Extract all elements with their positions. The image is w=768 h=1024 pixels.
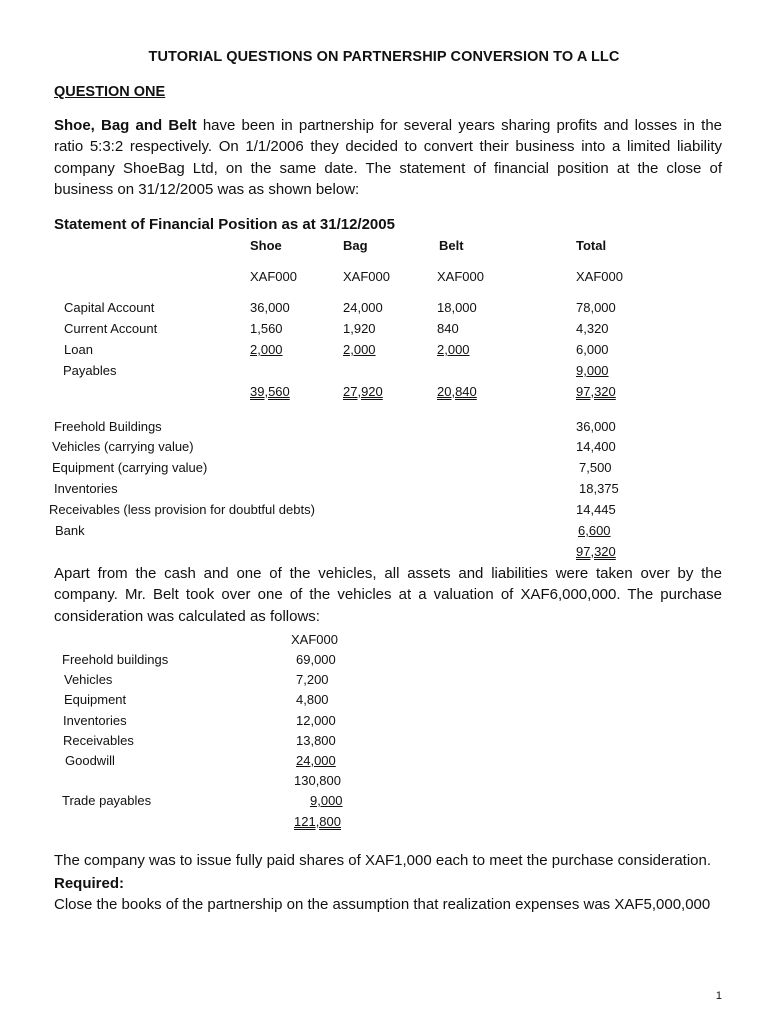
pc-value: 12,000 — [296, 713, 336, 728]
cell-shoe: 36,000 — [250, 300, 290, 315]
header-bag: Bag — [343, 238, 368, 253]
pc-label: Vehicles — [64, 672, 113, 687]
intro-text: have been in partnership for several years sharing profits and losses in the ratio 5:3:2 respectively. On 1/1/2006 they decided to convert their business into a limited liability company ShoeBag Ltd, on the same date. The statement of financial position at the close of business on 31/12/2005 was as shown below: — [54, 117, 723, 198]
currency-bag: XAF000 — [343, 269, 390, 284]
pc-total: 121,800 — [294, 814, 341, 829]
total-bag: 27,920 — [343, 384, 383, 399]
currency-shoe: XAF000 — [250, 269, 297, 284]
row-label: Current Account — [64, 321, 158, 336]
cell-shoe: 1,560 — [250, 321, 283, 336]
header-shoe: Shoe — [250, 238, 282, 253]
page-number: 1 — [715, 990, 722, 1002]
shares-paragraph: The company was to issue fully paid shares of XAF1,000 each to meet the purchase consideration. — [54, 852, 712, 869]
pc-label: Inventories — [63, 713, 127, 728]
pc-value: 4,800 — [296, 692, 329, 707]
asset-value: 14,445 — [576, 502, 616, 517]
header-total: Total — [576, 238, 607, 253]
cell-shoe: 2,000 — [250, 342, 283, 357]
question-heading: QUESTION ONE — [54, 84, 166, 100]
pc-value: 13,800 — [296, 733, 336, 748]
pc-value: 24,000 — [296, 753, 336, 768]
row-label: Payables — [63, 363, 117, 378]
required-label: Required: — [54, 875, 125, 892]
cell-bag: 1,920 — [343, 321, 376, 336]
row-label: Loan — [64, 342, 93, 357]
assets-total: 97,320 — [576, 544, 616, 559]
takeover-paragraph: Apart from the cash and one of the vehicles, all assets and liabilities were taken over by the company. Mr. Belt took over one of the vehicles at a valuation of XAF6,000,000. The purchase consideration was calculated as follows: — [54, 565, 722, 625]
pc-currency: XAF000 — [291, 632, 338, 647]
header-belt: Belt — [439, 238, 464, 253]
cell-total: 9,000 — [576, 363, 609, 378]
sfp-title: Statement of Financial Position as at 31/12/2005 — [54, 216, 395, 233]
asset-label: Receivables (less provision for doubtful debts) — [49, 502, 315, 517]
asset-value: 36,000 — [576, 419, 616, 434]
pc-label: Freehold buildings — [62, 652, 169, 667]
pc-label: Equipment — [64, 692, 127, 707]
required-text: Close the books of the partnership on the assumption that realization expenses was XAF5,000,000 — [54, 896, 711, 913]
row-label: Capital Account — [64, 300, 155, 315]
asset-value: 14,400 — [576, 439, 616, 454]
cell-bag: 2,000 — [343, 342, 376, 357]
intro-paragraph — [54, 115, 722, 200]
asset-label: Inventories — [54, 481, 118, 496]
cell-total: 6,000 — [576, 342, 609, 357]
partner-names: Shoe, Bag and Belt — [54, 117, 197, 134]
pc-label: Receivables — [63, 733, 134, 748]
asset-value: 18,375 — [579, 481, 619, 496]
asset-label: Freehold Buildings — [54, 419, 162, 434]
pc-payables-label: Trade payables — [62, 793, 152, 808]
total-belt: 20,840 — [437, 384, 477, 399]
cell-belt: 18,000 — [437, 300, 477, 315]
cell-total: 4,320 — [576, 321, 609, 336]
currency-total: XAF000 — [576, 269, 623, 284]
cell-belt: 2,000 — [437, 342, 470, 357]
total-total: 97,320 — [576, 384, 616, 399]
asset-value: 7,500 — [579, 460, 612, 475]
cell-total: 78,000 — [576, 300, 616, 315]
cell-bag: 24,000 — [343, 300, 383, 315]
pc-label: Goodwill — [65, 753, 115, 768]
total-shoe: 39,560 — [250, 384, 290, 399]
asset-label: Vehicles (carrying value) — [52, 439, 194, 454]
asset-label: Bank — [55, 523, 85, 538]
pc-payables-value: 9,000 — [310, 793, 343, 808]
pc-subtotal: 130,800 — [294, 773, 341, 788]
cell-belt: 840 — [437, 321, 459, 336]
currency-belt: XAF000 — [437, 269, 484, 284]
page-title: TUTORIAL QUESTIONS ON PARTNERSHIP CONVERSION TO A LLC — [148, 49, 620, 65]
pc-value: 69,000 — [296, 652, 336, 667]
pc-value: 7,200 — [296, 672, 329, 687]
asset-value: 6,600 — [578, 523, 611, 538]
asset-label: Equipment (carrying value) — [52, 460, 208, 475]
